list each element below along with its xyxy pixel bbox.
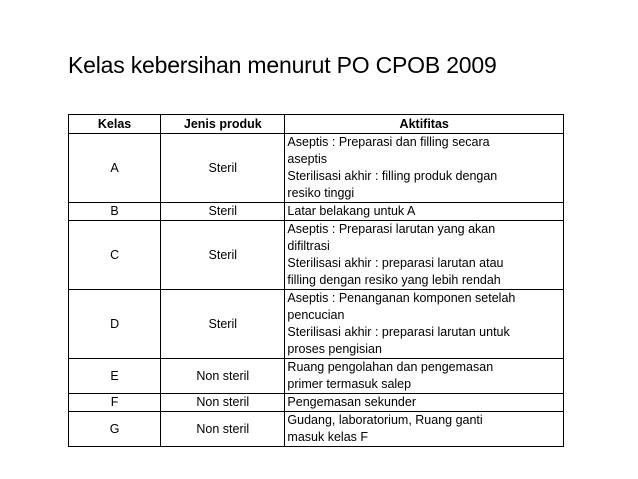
aktifitas-line: Ruang pengolahan dan pengemasan [287,360,494,374]
cell-aktifitas [285,221,564,290]
table-row [69,134,564,203]
table-row [69,359,564,394]
cell-aktifitas [285,134,564,203]
cell-kelas: G [69,412,161,447]
cell-kelas: F [69,394,161,412]
cell-aktifitas [285,412,564,447]
aktifitas-line: Aseptis : Penanganan komponen setelah [287,291,516,305]
table-header-row [69,115,564,134]
aktifitas-line: Aseptis : Preparasi dan filling secara [287,135,490,149]
cell-jenis-produk: Non steril [161,412,285,447]
aktifitas-line: Gudang, laboratorium, Ruang ganti [287,413,483,427]
table-body [69,134,564,447]
aktifitas-line: Sterilisasi akhir : preparasi larutan atau [287,256,504,270]
header-jenis-produk: Jenis produk [161,115,285,134]
table-row [69,203,564,221]
cell-jenis-produk: Steril [161,134,285,203]
aktifitas-line: proses pengisian [287,342,382,356]
aktifitas-line: pencucian [287,308,345,322]
cell-aktifitas [285,359,564,394]
aktifitas-line: Pengemasan sekunder [287,395,416,409]
cell-kelas: E [69,359,161,394]
cell-kelas: D [69,290,161,359]
cell-jenis-produk: Non steril [161,359,285,394]
table-row [69,290,564,359]
header-aktifitas: Aktifitas [285,115,564,134]
cleanliness-class-table [68,114,564,447]
aktifitas-line: Sterilisasi akhir : filling produk dengan [287,169,498,183]
aktifitas-line: aseptis [287,152,328,166]
cell-aktifitas [285,203,564,221]
table-row [69,412,564,447]
aktifitas-line: filling dengan resiko yang lebih rendah [287,273,501,287]
aktifitas-line: resiko tinggi [287,186,355,200]
aktifitas-line: primer termasuk salep [287,377,412,391]
table-row [69,394,564,412]
cell-kelas: A [69,134,161,203]
table-row [69,221,564,290]
aktifitas-line: difiltrasi [287,239,330,253]
cell-jenis-produk: Non steril [161,394,285,412]
header-kelas: Kelas [69,115,161,134]
cell-kelas: B [69,203,161,221]
slide-title: Kelas kebersihan menurut PO CPOB 2009 [68,52,497,78]
cell-kelas: C [69,221,161,290]
cell-jenis-produk: Steril [161,203,285,221]
aktifitas-line: Aseptis : Preparasi larutan yang akan [287,222,496,236]
cell-jenis-produk: Steril [161,290,285,359]
aktifitas-line: masuk kelas F [287,430,369,444]
cell-jenis-produk: Steril [161,221,285,290]
aktifitas-line: Sterilisasi akhir : preparasi larutan untuk [287,325,510,339]
aktifitas-line: Latar belakang untuk A [287,204,416,218]
cell-aktifitas [285,290,564,359]
cell-aktifitas [285,394,564,412]
